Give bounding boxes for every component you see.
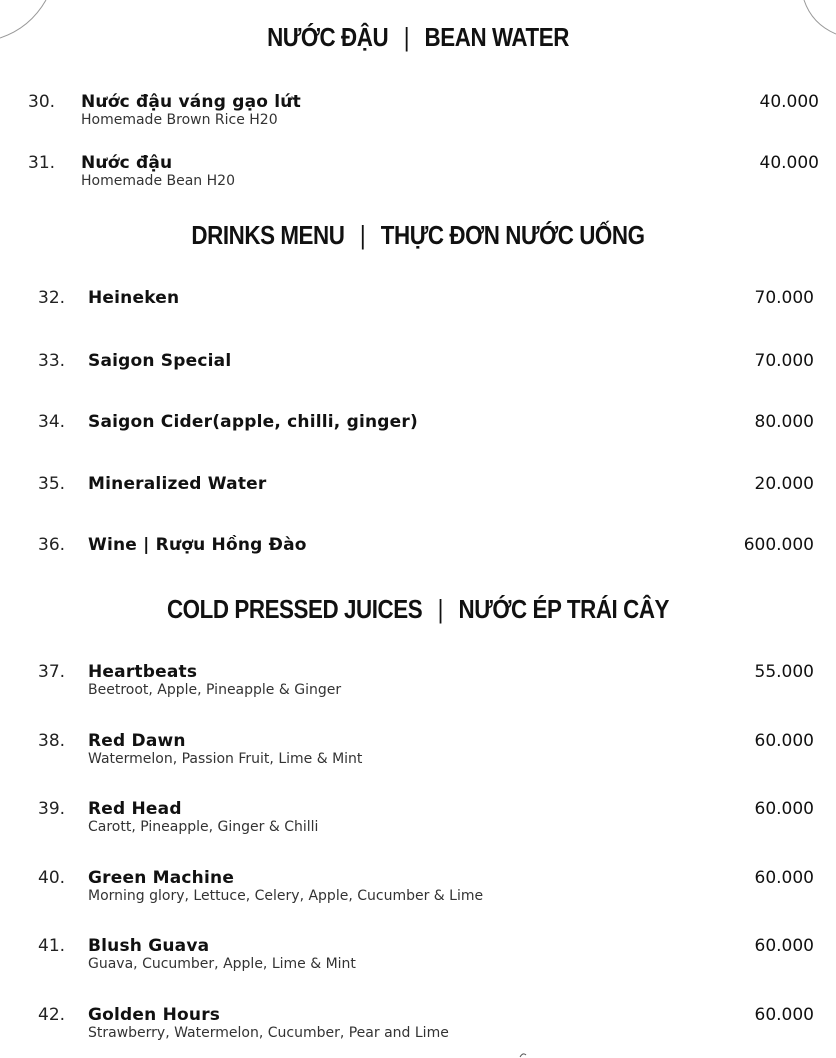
item-description: Homemade Brown Rice H20 xyxy=(81,112,278,128)
item-name: Red Dawn xyxy=(88,731,186,751)
item-name: Saigon Cider(apple, chilli, ginger) xyxy=(88,412,418,432)
bean-title-vi: NƯỚC ĐẬU xyxy=(267,22,389,52)
item-description: Guava, Cucumber, Apple, Lime & Mint xyxy=(88,956,356,972)
item-name: Wine | Rượu Hồng Đào xyxy=(88,535,307,555)
item-name: Saigon Special xyxy=(88,351,232,371)
item-number: 38. xyxy=(38,731,66,751)
item-number: 42. xyxy=(38,1005,66,1025)
item-name: Nước đậu xyxy=(81,153,173,173)
item-name: Nước đậu váng gạo lứt xyxy=(81,92,301,112)
item-number: 32. xyxy=(38,288,66,308)
item-name: Heartbeats xyxy=(88,662,198,682)
item-price: 60.000 xyxy=(754,731,814,751)
item-description: Homemade Bean H20 xyxy=(81,173,235,189)
item-price: 55.000 xyxy=(754,662,814,682)
bottom-ornament xyxy=(519,1052,527,1058)
item-description: Beetroot, Apple, Pineapple & Ginger xyxy=(88,682,342,698)
item-price: 600.000 xyxy=(743,535,814,555)
item-number: 41. xyxy=(38,936,66,956)
item-price: 60.000 xyxy=(754,936,814,956)
item-number: 39. xyxy=(38,799,66,819)
bean-water-title xyxy=(59,22,778,53)
drinks-title-separator: | xyxy=(359,220,366,250)
item-description: Watermelon, Passion Fruit, Lime & Mint xyxy=(88,751,363,767)
item-number: 37. xyxy=(38,662,66,682)
drinks-title-vi: THỰC ĐƠN NƯỚC UỐNG xyxy=(380,220,645,250)
item-number: 34. xyxy=(38,412,66,432)
juices-title-vi: NƯỚC ÉP TRÁI CÂY xyxy=(458,594,670,624)
item-price: 20.000 xyxy=(754,474,814,494)
item-name: Mineralized Water xyxy=(88,474,267,494)
item-number: 31. xyxy=(28,153,56,173)
item-name: Green Machine xyxy=(88,868,235,888)
item-price: 40.000 xyxy=(759,153,819,173)
item-name: Golden Hours xyxy=(88,1005,221,1025)
corner-ornament-left xyxy=(0,0,60,40)
item-description: Morning glory, Lettuce, Celery, Apple, Cucumber & Lime xyxy=(88,888,484,904)
item-number: 30. xyxy=(28,92,56,112)
bean-title-separator: | xyxy=(403,22,410,52)
item-price: 70.000 xyxy=(754,351,814,371)
item-name: Blush Guava xyxy=(88,936,210,956)
item-number: 33. xyxy=(38,351,66,371)
item-price: 80.000 xyxy=(754,412,814,432)
item-name: Red Head xyxy=(88,799,182,819)
drinks-title-en: DRINKS MENU xyxy=(191,220,345,250)
drinks-menu-title xyxy=(59,220,778,251)
juices-title-en: COLD PRESSED JUICES xyxy=(166,594,423,624)
item-description: Strawberry, Watermelon, Cucumber, Pear and Lime xyxy=(88,1025,449,1041)
item-number: 35. xyxy=(38,474,66,494)
item-number: 36. xyxy=(38,535,66,555)
bean-title-en: BEAN WATER xyxy=(424,22,569,52)
item-price: 60.000 xyxy=(754,799,814,819)
juices-title-separator: | xyxy=(437,594,444,624)
item-price: 60.000 xyxy=(754,868,814,888)
item-number: 40. xyxy=(38,868,66,888)
corner-ornament-right xyxy=(776,0,836,40)
item-name: Heineken xyxy=(88,288,180,308)
juices-title xyxy=(59,594,778,625)
item-price: 70.000 xyxy=(754,288,814,308)
item-price: 40.000 xyxy=(759,92,819,112)
item-price: 60.000 xyxy=(754,1005,814,1025)
item-description: Carott, Pineapple, Ginger & Chilli xyxy=(88,819,319,835)
